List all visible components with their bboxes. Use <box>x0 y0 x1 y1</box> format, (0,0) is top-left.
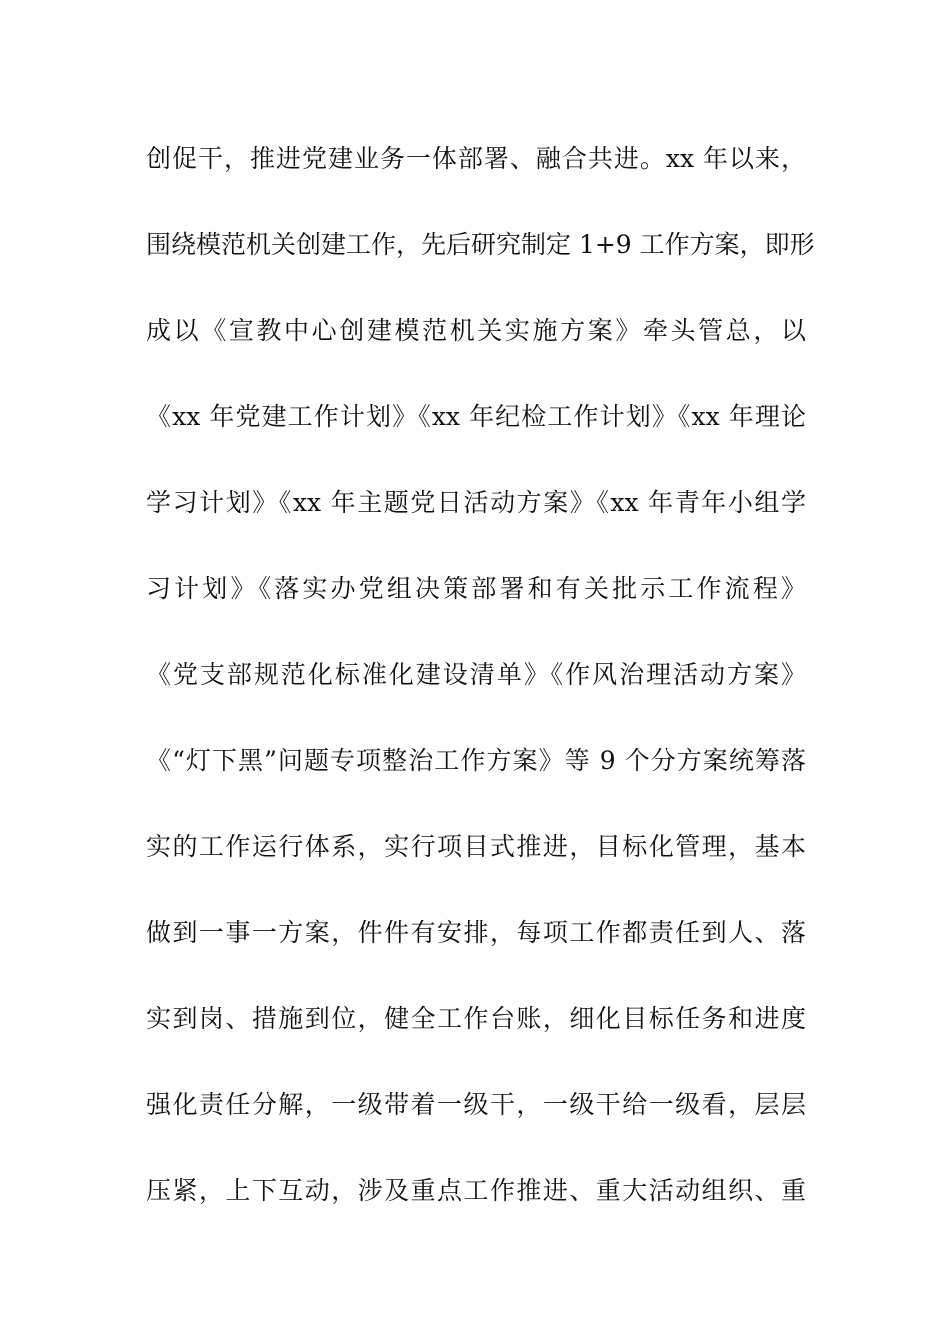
text-line: 围绕模范机关创建工作，先后研究制定 1+9 工作方案，即形 <box>146 230 815 259</box>
text-line: 实到岗、措施到位，健全工作台账，细化目标任务和进度 <box>146 1004 806 1033</box>
text-line: 《党支部规范化标准化建设清单》《作风治理活动方案》 <box>146 660 806 689</box>
text-line: 习计划》《落实办党组决策部署和有关批示工作流程》 <box>146 574 806 603</box>
text-line: 成以《宣教中心创建模范机关实施方案》牵头管总，以 <box>146 316 806 345</box>
body-paragraph <box>146 130 815 1248</box>
text-line: 学习计划》《xx 年主题党日活动方案》《xx 年青年小组学 <box>146 488 806 517</box>
text-line: 《xx 年党建工作计划》《xx 年纪检工作计划》《xx 年理论 <box>146 402 806 431</box>
text-line: 做到一事一方案，件件有安排，每项工作都责任到人、落 <box>146 918 806 947</box>
text-line: 创促干，推进党建业务一体部署、融合共进。xx 年以来， <box>146 144 806 173</box>
text-line: 压紧，上下互动，涉及重点工作推进、重大活动组织、重 <box>146 1176 806 1205</box>
text-line: 实的工作运行体系，实行项目式推进，目标化管理，基本 <box>146 832 806 861</box>
text-line: 《“灯下黑”问题专项整治工作方案》等 9 个分方案统筹落 <box>146 746 806 775</box>
text-line: 强化责任分解，一级带着一级干，一级干给一级看，层层 <box>146 1090 806 1119</box>
